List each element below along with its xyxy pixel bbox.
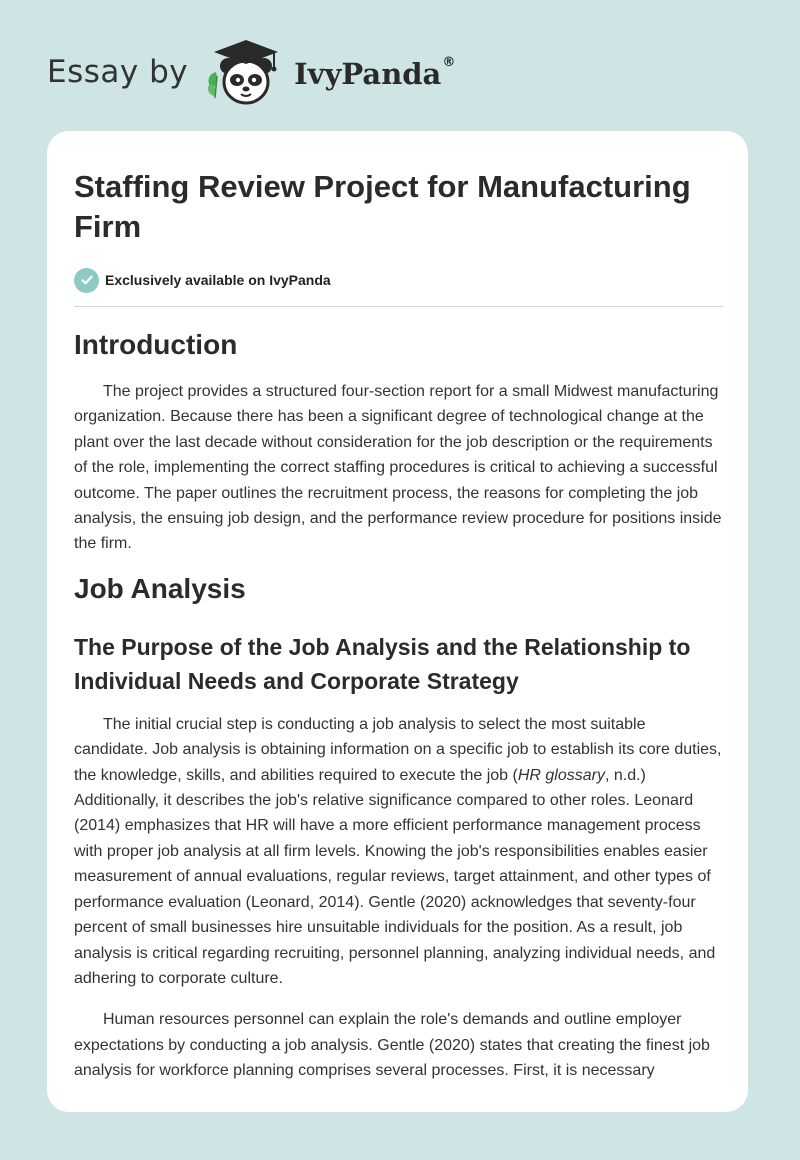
essay-by-label: Essay by [47, 54, 189, 90]
paragraph-introduction: The project provides a structured four-section report for a small Midwest manufacturing organization. Because there has been a significant degree of technological change at the plant over the last decade without consideration for the job description or the requirements of the role, implementing the correct staffing procedures is critical to achieving a successful outcome. The paper outlines the recruitment process, the reasons for completing the job analysis, the ensuing job design, and the performance review procedure for positions inside the firm. [74, 383, 722, 553]
title-divider [74, 306, 723, 307]
heading-introduction: Introduction [74, 329, 238, 360]
paragraph-job-analysis-1 [74, 712, 723, 991]
exclusive-label: Exclusively available on IvyPanda [105, 272, 331, 288]
article-card [47, 131, 748, 1112]
site-header [47, 36, 455, 108]
registered-mark: ® [442, 55, 456, 70]
subheading-purpose: The Purpose of the Job Analysis and the Relationship to Individual Needs and Corporate Strategy [74, 633, 691, 694]
paragraph-job-analysis-2: Human resources personnel can explain the role's demands and outline employer expectations by conducting a job analysis. Gentle (2020) states that creating the finest job analysis for workforce planning comprises several processes. First, it is necessary [74, 1011, 710, 1080]
paragraph-text: , n.d.) Additionally, it describes the job's relative significance compared to other roles. Leonard (2014) emphasizes that HR will have a more efficient performance management process with proper job analysis at all firm levels. Knowing the job's responsibilities enables easier measurement of annual evaluations, regular reviews, target attainment, and other types of performance evaluation (Leonard, 2014). Gentle (2020) acknowledges that seventy-four percent of small businesses hire unsuitable individuals for the position. As a result, job analysis is critical regarding recruiting, personnel planning, analyzing individual needs, and adhering to corporate culture. [74, 766, 716, 987]
brand-name[interactable]: IvyPanda® [294, 55, 456, 91]
citation-italic: HR glossary [517, 766, 605, 784]
paragraph-text: The initial crucial step is conducting a job analysis to select the most suitable candidate. Job analysis is obtaining information on a specific job to establish its core duties, the knowledge, skills, and abilities required to execute the job ( [74, 715, 722, 784]
exclusive-badge [74, 266, 723, 294]
panda-graduate-logo-icon[interactable] [202, 36, 290, 108]
article-title: Staffing Review Project for Manufacturing Firm [74, 169, 691, 244]
article-content [74, 167, 723, 1084]
check-circle-icon [74, 268, 99, 293]
heading-job-analysis: Job Analysis [74, 572, 246, 604]
